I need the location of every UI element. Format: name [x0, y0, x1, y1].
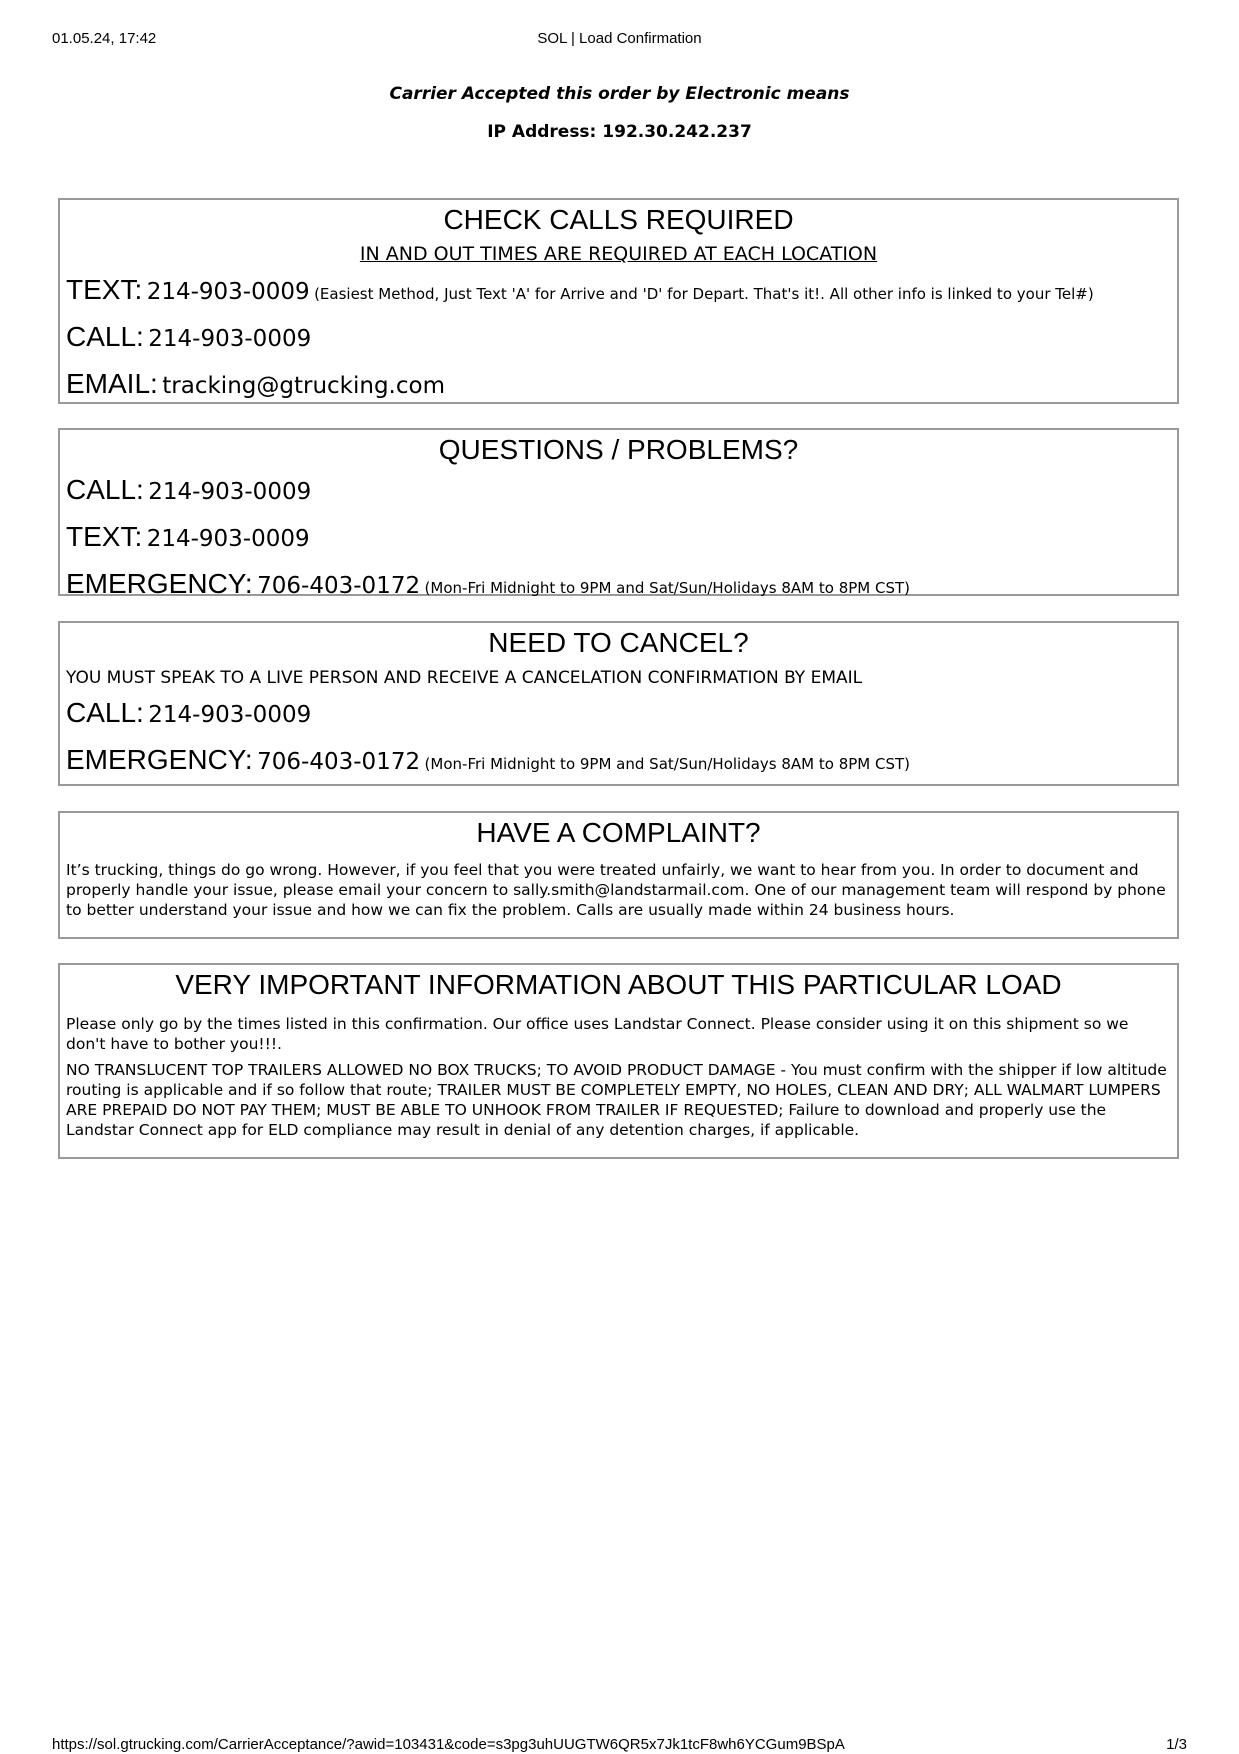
- acceptance-notice: Carrier Accepted this order by Electronic means: [389, 84, 850, 104]
- cancel-call-row: [66, 694, 1171, 737]
- call-phone: 214-903-0009: [148, 702, 312, 728]
- important-info-section: [58, 963, 1179, 1159]
- text-label: TEXT:: [66, 521, 143, 552]
- emergency-phone: 706-403-0172: [257, 573, 421, 599]
- cancel-section: [58, 621, 1179, 786]
- check-calls-subtitle: IN AND OUT TIMES ARE REQUIRED AT EACH LOCATION: [359, 243, 878, 265]
- print-url: https://sol.gtrucking.com/CarrierAcceptance/?awid=103431&code=s3pg3uhUUGTW6QR5x7Jk1tcF8wh6YCGum9BSpA: [52, 1736, 845, 1753]
- emergency-hours: (Mon-Fri Midnight to 9PM and Sat/Sun/Holidays 8AM to 8PM CST): [424, 755, 911, 773]
- questions-emergency-row: [66, 565, 1171, 608]
- check-calls-section: [58, 198, 1179, 404]
- text-note: (Easiest Method, Just Text 'A' for Arrive and 'D' for Depart. That's it!. All other info is linked to your Tel#): [314, 285, 1094, 303]
- ip-label: IP Address:: [487, 122, 597, 142]
- complaint-body: It’s trucking, things do go wrong. However, if you feel that you were treated unfairly, we want to hear from you. In order to document and properly handle your issue, please email your concern to sally.smith@landstarmail.com. One of our management team will respond by phone to better understand your issue and how we can fix the problem. Calls are usually made within 24 business hours.: [66, 861, 1166, 919]
- check-calls-text-row: [66, 271, 1171, 314]
- important-info-paragraph-2: NO TRANSLUCENT TOP TRAILERS ALLOWED NO BOX TRUCKS; TO AVOID PRODUCT DAMAGE - You must confirm with the shipper if low altitude routing is applicable and if so follow that route; TRAILER MUST BE COMPLETELY EMPTY, NO HOLES, CLEAN AND DRY; ALL WALMART LUMPERS ARE PREPAID DO NOT PAY THEM; MUST BE ABLE TO UNHOOK FROM TRAILER IF REQUESTED; Failure to download and properly use the Landstar Connect app for ELD compliance may result in denial of any detention charges, if applicable.: [66, 1061, 1167, 1139]
- email-label: EMAIL:: [66, 368, 158, 399]
- questions-call-row: [66, 471, 1171, 514]
- ip-address: [0, 122, 1239, 142]
- complaint-section: [58, 811, 1179, 939]
- page-number: 1/3: [1166, 1736, 1187, 1753]
- complaint-title: HAVE A COMPLAINT?: [476, 817, 761, 848]
- call-label: CALL:: [66, 697, 144, 728]
- text-phone: 214-903-0009: [146, 279, 310, 305]
- cancel-title: NEED TO CANCEL?: [488, 627, 749, 658]
- print-datetime: 01.05.24, 17:42: [52, 30, 157, 47]
- check-calls-call-row: [66, 318, 1171, 361]
- cancel-instruction: YOU MUST SPEAK TO A LIVE PERSON AND RECEIVE A CANCELATION CONFIRMATION BY EMAIL: [66, 668, 863, 688]
- call-phone: 214-903-0009: [148, 479, 312, 505]
- ip-value: 192.30.242.237: [602, 122, 752, 142]
- text-label: TEXT:: [66, 274, 143, 305]
- questions-title: QUESTIONS / PROBLEMS?: [438, 434, 799, 465]
- important-info-title: VERY IMPORTANT INFORMATION ABOUT THIS PARTICULAR LOAD: [175, 969, 1062, 1000]
- important-info-paragraph-1: Please only go by the times listed in this confirmation. Our office uses Landstar Connect. Please consider using it on this shipment so we don't have to bother you!!!.: [66, 1015, 1129, 1053]
- emergency-hours: (Mon-Fri Midnight to 9PM and Sat/Sun/Holidays 8AM to 8PM CST): [424, 579, 911, 597]
- check-calls-email-row: [66, 365, 1171, 408]
- call-label: CALL:: [66, 321, 144, 352]
- call-label: CALL:: [66, 474, 144, 505]
- questions-text-row: [66, 518, 1171, 561]
- questions-section: [58, 428, 1179, 599]
- text-phone: 214-903-0009: [146, 526, 310, 552]
- call-phone: 214-903-0009: [148, 326, 312, 352]
- email-address: tracking@gtrucking.com: [162, 373, 445, 399]
- emergency-phone: 706-403-0172: [257, 749, 421, 775]
- print-page-title: SOL | Load Confirmation: [537, 30, 702, 47]
- check-calls-title: CHECK CALLS REQUIRED: [443, 204, 794, 235]
- emergency-label: EMERGENCY:: [66, 744, 253, 775]
- cancel-emergency-row: [66, 741, 1171, 784]
- emergency-label: EMERGENCY:: [66, 568, 253, 599]
